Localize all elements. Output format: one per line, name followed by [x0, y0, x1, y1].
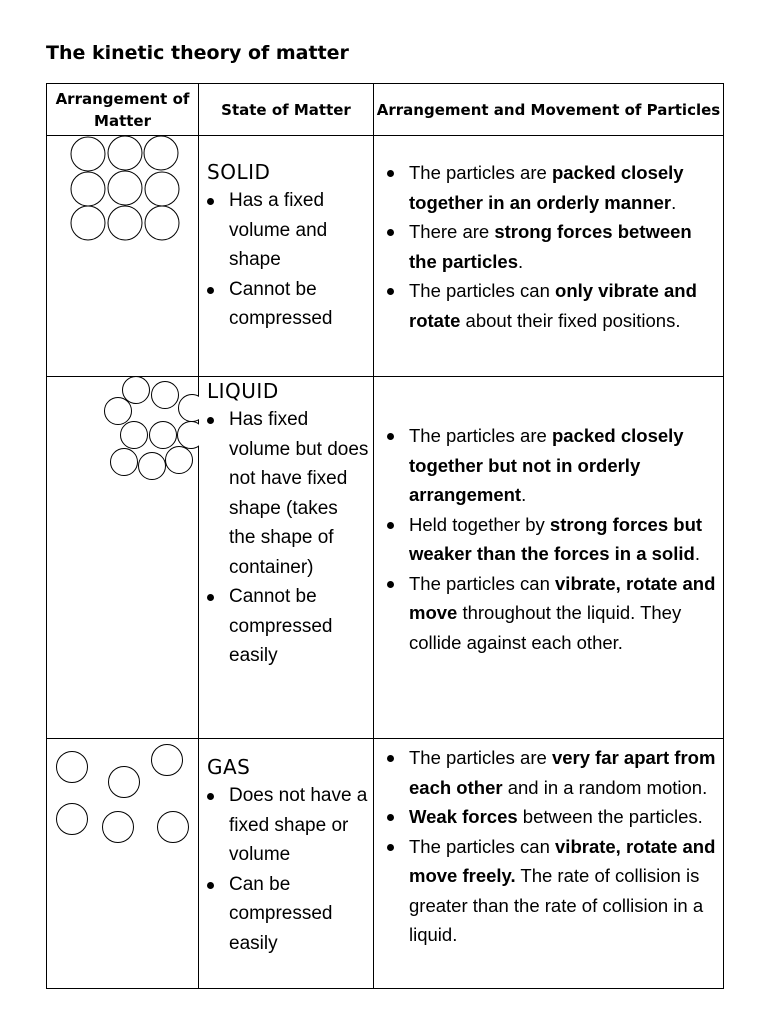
particle	[123, 377, 150, 404]
state-name-solid: SOLID	[207, 160, 271, 184]
list-item: Held together by strong forces but weaker than the forces in a solid.	[374, 510, 723, 569]
particle	[108, 171, 142, 205]
liquid-desc-cell	[374, 377, 724, 739]
gas-desc-cell	[374, 739, 724, 989]
list-item: Can be compressed easily	[199, 870, 373, 959]
particle	[144, 136, 178, 170]
particle	[166, 447, 193, 474]
state-name-liquid: LIQUID	[207, 379, 279, 403]
list-item: Cannot be compressed	[199, 275, 373, 334]
row-gas	[47, 739, 724, 989]
liquid-state-cell	[199, 377, 374, 739]
list-item: Has fixed volume but does not have fixed shape (takes the shape of container)	[199, 405, 373, 582]
particle	[57, 804, 88, 835]
header-row	[47, 84, 724, 136]
header-movement: Arrangement and Movement of Particles	[374, 84, 724, 136]
list-item: The particles are very far apart from each other and in a random motion.	[374, 743, 723, 802]
particle	[145, 172, 179, 206]
gas-desc	[374, 743, 723, 950]
matter-table	[46, 83, 724, 989]
particle	[105, 398, 132, 425]
list-item: The particles are packed closely together in an orderly manner.	[374, 158, 723, 217]
gas-particles-diagram	[47, 739, 199, 849]
particle	[111, 449, 138, 476]
liquid-desc	[374, 421, 723, 657]
row-liquid	[47, 377, 724, 739]
gas-props	[199, 781, 373, 958]
particle	[71, 206, 105, 240]
particle	[109, 767, 140, 798]
list-item: The particles can vibrate, rotate and move freely. The rate of collision is greater than the rate of collision in a liquid.	[374, 832, 723, 950]
row-solid	[47, 136, 724, 377]
particle	[139, 453, 166, 480]
particle	[178, 422, 200, 449]
particle	[121, 422, 148, 449]
list-item: Weak forces between the particles.	[374, 802, 723, 832]
liquid-props	[199, 405, 373, 671]
page-title: The kinetic theory of matter	[46, 42, 349, 64]
gas-diagram-cell	[47, 739, 199, 989]
liquid-diagram-cell	[47, 377, 199, 739]
list-item: The particles can only vibrate and rotate about their fixed positions.	[374, 276, 723, 335]
particle	[158, 812, 189, 843]
solid-state-cell	[199, 136, 374, 377]
solid-desc	[374, 158, 723, 335]
particle	[108, 136, 142, 170]
list-item: Has a fixed volume and shape	[199, 186, 373, 275]
particle	[71, 172, 105, 206]
particle	[103, 812, 134, 843]
solid-desc-cell	[374, 136, 724, 377]
particle	[145, 206, 179, 240]
list-item: Does not have a fixed shape or volume	[199, 781, 373, 870]
list-item: The particles can vibrate, rotate and move throughout the liquid. They collide against each other.	[374, 569, 723, 658]
header-arrangement: Arrangement of Matter	[47, 84, 199, 136]
header-state: State of Matter	[199, 84, 374, 136]
particle	[71, 137, 105, 171]
gas-state-cell	[199, 739, 374, 989]
solid-particles-diagram	[47, 136, 199, 246]
solid-props	[199, 186, 373, 334]
particle	[150, 422, 177, 449]
liquid-particles-diagram	[47, 377, 199, 487]
particle	[152, 745, 183, 776]
list-item: Cannot be compressed easily	[199, 582, 373, 671]
state-name-gas: GAS	[207, 755, 251, 779]
particle	[152, 382, 179, 409]
particle	[57, 752, 88, 783]
particle	[108, 206, 142, 240]
solid-diagram-cell	[47, 136, 199, 377]
list-item: There are strong forces between the particles.	[374, 217, 723, 276]
particle	[179, 395, 200, 422]
list-item: The particles are packed closely together but not in orderly arrangement.	[374, 421, 723, 510]
